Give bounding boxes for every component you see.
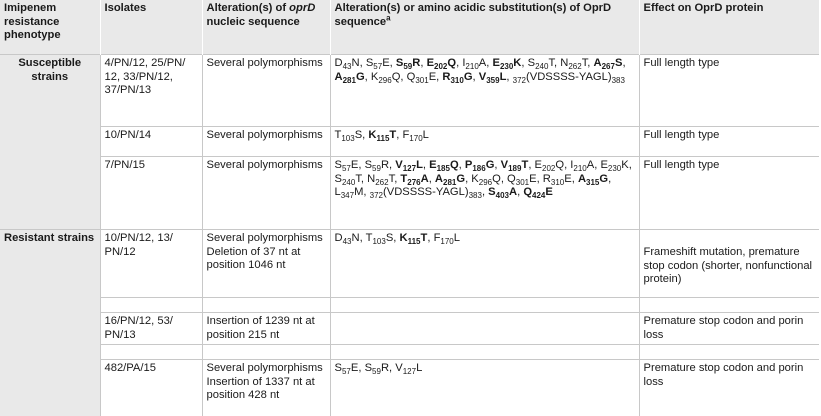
substitution-item: $S_{59}R$ — [395, 57, 421, 72]
substitution-item: $S_{240}T$ — [527, 57, 555, 72]
table-row — [0, 157, 819, 230]
header-alteration: Alteration(s) of oprD nucleic sequence — [202, 0, 330, 55]
table-row — [0, 230, 819, 298]
substitution-item: $K_{115}T$ — [368, 129, 397, 144]
substitution-item: $F_{170}L$ — [402, 129, 429, 144]
substitution-item: $V_{359}L$ — [478, 70, 507, 85]
gene-name: oprD — [289, 2, 316, 14]
substitution-item: $Q_{301}E$ — [507, 172, 537, 187]
effect-cell: Frameshift mutation, premature stop codon (shorter, nonfunctional protein) — [639, 230, 819, 298]
header-effect: Effect on OprD protein — [639, 0, 819, 55]
substitution-cell — [330, 313, 639, 345]
substitution-item: $E_{202}Q$ — [426, 57, 457, 72]
substitution-item: $E_{230}K$ — [492, 57, 522, 72]
substitution-item: $D_{43}N$ — [334, 57, 360, 72]
substitution-item: $A_{315}G$ — [577, 172, 609, 187]
substitution-item: $N_{262}T$ — [560, 57, 588, 72]
substitution-item: $T_{276}A$ — [400, 172, 429, 187]
substitution-item: $A_{281}G$ — [334, 70, 365, 85]
substitution-cell: $S_{57}E$, $S_{59}R$, $V_{127}L$, $E_{185}Q$, $P_{186}G$, $V_{189}T$, $E_{202}Q$, $I_{210}A$, $E_{230}K$, $S_{240}T$, $N_{262}T$, $T_{276}A$, $A_{281}G$, $K_{296}Q$, $Q_{301}E$, $R_{310}E$, $A_{315}G$, $L_{347}M$, $_{372}(VDSSSS-YAGL)_{383}$, $S_{403}A$, $Q_{424}E$ — [330, 157, 639, 230]
alteration-cell: Several polymorphisms — [202, 55, 330, 127]
header-isolates: Isolates — [100, 0, 202, 55]
footnote-marker: a — [386, 12, 391, 22]
substitution-cell: $T_{103}S$, $K_{115}T$, $F_{170}L$ — [330, 127, 639, 157]
substitution-item: $E_{230}K$ — [600, 159, 629, 174]
substitution-item: $R_{310}G$ — [442, 70, 473, 85]
alteration-cell: Several polymorphisms Deletion of 37 nt at position 1046 nt — [202, 230, 330, 298]
alteration-cell: Insertion of 1239 nt at position 215 nt — [202, 313, 330, 345]
isolates-cell: 10/PN/14 — [100, 127, 202, 157]
header-row — [0, 0, 819, 55]
substitution-item: $T_{103}S$ — [365, 232, 394, 247]
table-row — [0, 313, 819, 345]
isolates-cell: 16/PN/12, 53/ PN/13 — [100, 313, 202, 345]
isolates-cell: 7/PN/15 — [100, 157, 202, 230]
effect-cell: Premature stop codon and porin loss — [639, 313, 819, 345]
substitution-item: $_{372}(VDSSSS-YAGL)_{383}$ — [369, 186, 482, 201]
substitution-item: $I_{210}A$ — [570, 159, 595, 174]
substitution-item: $V_{189}T$ — [500, 159, 529, 174]
substitution-cell: $D_{43}N$, $S_{57}E$, $S_{59}R$, $E_{202}Q$, $I_{210}A$, $E_{230}K$, $S_{240}T$, $N_{262}T$, $A_{267}S$, $A_{281}G$, $K_{296}Q$, $Q_{301}E$, $R_{310}G$, $V_{359}L$, $_{372}(VDSSSS-YAGL)_{383}$ — [330, 55, 639, 127]
substitution-item: $R_{310}E$ — [542, 172, 572, 187]
substitution-item: $E_{202}Q$ — [534, 159, 565, 174]
substitution-item: $K_{296}Q$ — [370, 70, 401, 85]
effect-cell: Full length type — [639, 55, 819, 127]
substitution-item: $S_{59}R$ — [364, 362, 390, 377]
substitution-item: $E_{185}Q$ — [429, 159, 459, 174]
substitution-item: $A_{267}S$ — [593, 57, 623, 72]
substitution-item: $V_{127}L$ — [395, 362, 423, 377]
substitution-item: $P_{186}G$ — [464, 159, 495, 174]
substitution-item: $I_{210}A$ — [462, 57, 487, 72]
alteration-cell: Several polymorphisms Insertion of 1337 nt at position 428 nt — [202, 360, 330, 416]
substitution-cell: $S_{57}E$, $S_{59}R$, $V_{127}L$ — [330, 360, 639, 416]
substitution-item: $S_{59}R$ — [364, 159, 390, 174]
substitution-item: $N_{262}T$ — [367, 172, 395, 187]
table-row — [0, 360, 819, 416]
substitution-item: $Q_{301}E$ — [406, 70, 437, 85]
substitution-item: $L_{347}M$ — [334, 186, 364, 201]
effect-cell: Full length type — [639, 127, 819, 157]
substitution-item: $T_{103}S$ — [334, 129, 363, 144]
substitution-item: $A_{281}G$ — [434, 172, 466, 187]
alteration-cell: Several polymorphisms — [202, 127, 330, 157]
header-substitution: Alteration(s) or amino acidic substitution(s) of OprD sequence$^a$ — [330, 0, 639, 55]
isolates-cell: 4/PN/12, 25/PN/ 12, 33/PN/12, 37/PN/13 — [100, 55, 202, 127]
table-row — [0, 127, 819, 157]
substitution-item: $S_{57}E$ — [365, 57, 390, 72]
substitution-item: $V_{127}L$ — [395, 159, 423, 174]
isolates-cell: 10/PN/12, 13/ PN/12 — [100, 230, 202, 298]
substitution-cell: $D_{43}N$, $T_{103}S$, $K_{115}T$, $F_{170}L$ — [330, 230, 639, 298]
substitution-item: $D_{43}N$ — [334, 232, 360, 247]
spacer-row — [0, 345, 819, 360]
substitution-item: $_{372}(VDSSSS-YAGL)_{383}$ — [512, 70, 625, 85]
substitution-item: $Q_{424}E$ — [523, 186, 553, 201]
alteration-cell: Several polymorphisms — [202, 157, 330, 230]
substitution-item: $S_{57}E$ — [334, 159, 359, 174]
table-row — [0, 55, 819, 127]
substitution-item: $K_{296}Q$ — [471, 172, 501, 187]
effect-cell: Full length type — [639, 157, 819, 230]
substitution-item: $K_{115}T$ — [399, 232, 428, 247]
effect-cell: Premature stop codon and porin loss — [639, 360, 819, 416]
spacer-row — [0, 298, 819, 313]
substitution-item: $S_{240}T$ — [334, 172, 361, 187]
substitution-item: $S_{403}A$ — [488, 186, 518, 201]
substitution-item: $F_{170}L$ — [433, 232, 460, 247]
group-susceptible: Susceptible strains — [0, 55, 100, 230]
isolates-cell: 482/PA/15 — [100, 360, 202, 416]
substitution-item: $S_{57}E$ — [334, 362, 359, 377]
group-resistant: Resistant strains — [0, 230, 100, 416]
header-phenotype: Imipenem resistance phenotype — [0, 0, 100, 55]
